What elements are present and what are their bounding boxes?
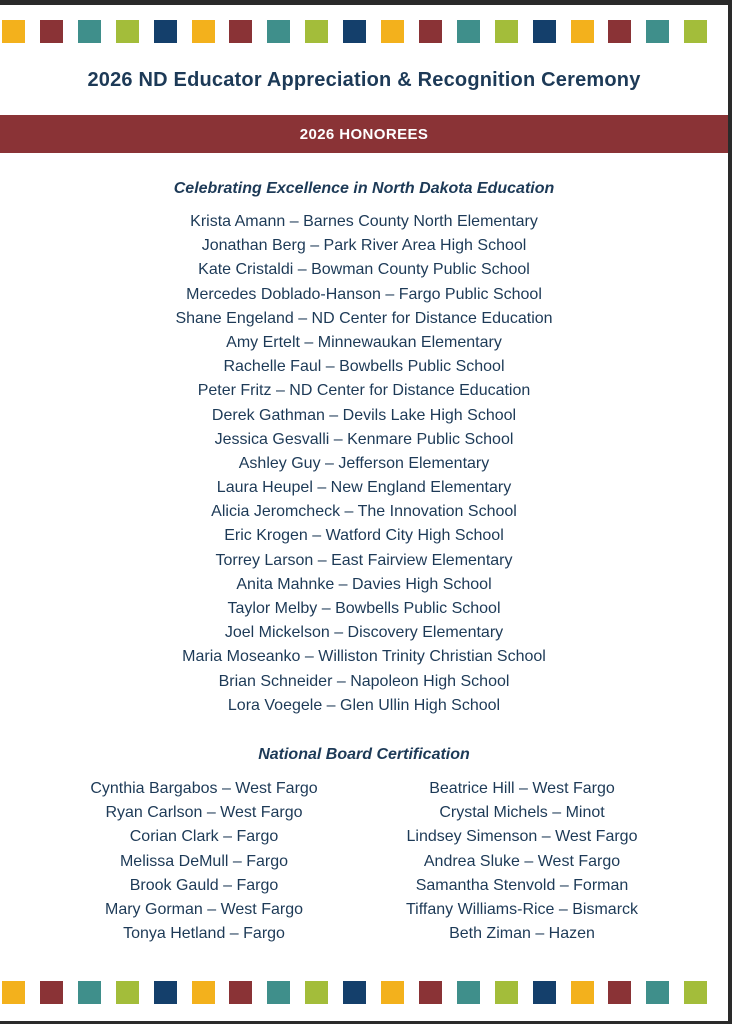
decorative-square	[419, 981, 442, 1004]
decorative-square	[381, 981, 404, 1004]
list-item: Eric Krogen – Watford City High School	[224, 527, 504, 545]
list-item: Corian Clark – Fargo	[129, 828, 279, 846]
list-item: Taylor Melby – Bowbells Public School	[227, 600, 501, 617]
decorative-square	[305, 981, 328, 1004]
list-item: Peter Fritz – ND Center for Distance Education	[197, 382, 531, 400]
list-item: Derek Gathman – Devils Lake High School	[211, 406, 517, 424]
decorative-square	[305, 20, 328, 43]
list-item: Mercedes Doblado-Hanson – Fargo Public School	[186, 285, 542, 303]
list-item: Melissa DeMull – Fargo	[119, 852, 289, 870]
decorative-square	[78, 981, 101, 1004]
page-title: 2026 ND Educator Appreciation & Recognition Ceremony	[87, 69, 641, 91]
decorative-square	[343, 20, 366, 43]
decorative-square	[495, 981, 518, 1004]
list-item: Brook Gauld – Fargo	[129, 876, 279, 894]
decorative-square	[229, 20, 252, 43]
honoree-list	[0, 210, 728, 718]
nbc-left-column	[54, 777, 354, 946]
decorative-square	[267, 981, 290, 1004]
decorative-square	[154, 20, 177, 43]
list-item: Kate Cristaldi – Bowman County Public School	[198, 261, 530, 279]
decorative-square	[40, 981, 63, 1004]
list-item: Crystal Michels – Minot	[439, 804, 605, 822]
honorees-page	[0, 5, 728, 1021]
list-item: Lindsey Simenson – West Fargo	[406, 828, 638, 846]
decorative-square	[608, 981, 631, 1004]
decorative-square	[78, 20, 101, 43]
decorative-square	[684, 981, 707, 1004]
list-item: Samantha Stenvold – Forman	[415, 876, 629, 894]
list-item: Joel Mickelson – Discovery Elementary	[224, 624, 504, 642]
list-item: Anita Mahnke – Davies High School	[236, 575, 492, 593]
list-item: Jessica Gesvalli – Kenmare Public School	[214, 430, 514, 448]
decorative-square	[267, 20, 290, 43]
decorative-square	[2, 20, 25, 43]
honorees-banner	[0, 115, 728, 153]
decorative-square	[457, 981, 480, 1004]
nbc-heading: National Board Certification	[258, 746, 470, 763]
decorative-square	[419, 20, 442, 43]
decorative-square	[192, 20, 215, 43]
decorative-square	[381, 20, 404, 43]
decorative-square	[40, 20, 63, 43]
nbc-right-column	[372, 777, 672, 946]
list-item: Ryan Carlson – West Fargo	[105, 804, 303, 822]
list-item: Jonathan Berg – Park River Area High School	[201, 237, 527, 255]
decorative-square	[608, 20, 631, 43]
decorative-square	[533, 981, 556, 1004]
list-item: Tonya Hetland – Fargo	[123, 925, 285, 943]
list-item: Amy Ertelt – Minnewaukan Elementary	[226, 333, 502, 351]
list-item: Ashley Guy – Jefferson Elementary	[238, 454, 490, 472]
decorative-square	[646, 981, 669, 1004]
decorative-square	[116, 20, 139, 43]
list-item: Brian Schneider – Napoleon High School	[218, 672, 510, 690]
decorative-square	[571, 981, 594, 1004]
list-item: Maria Moseanko – Williston Trinity Christian School	[182, 648, 546, 666]
decorative-square	[571, 20, 594, 43]
list-item: Laura Heupel – New England Elementary	[216, 479, 512, 497]
bottom-square-border	[0, 981, 728, 1005]
list-item: Tiffany Williams-Rice – Bismarck	[405, 900, 639, 918]
decorative-square	[646, 20, 669, 43]
honorees-heading: Celebrating Excellence in North Dakota Education	[173, 180, 555, 197]
decorative-square	[495, 20, 518, 43]
list-item: Beth Ziman – Hazen	[449, 925, 595, 943]
decorative-square	[116, 981, 139, 1004]
decorative-square	[154, 981, 177, 1004]
list-item: Krista Amann – Barnes County North Elementary	[190, 213, 538, 230]
list-item: Beatrice Hill – West Fargo	[429, 780, 615, 797]
list-item: Cynthia Bargabos – West Fargo	[90, 780, 318, 797]
decorative-square	[2, 981, 25, 1004]
decorative-square	[343, 981, 366, 1004]
decorative-square	[192, 981, 215, 1004]
list-item: Alicia Jeromcheck – The Innovation School	[211, 503, 517, 521]
decorative-square	[533, 20, 556, 43]
top-square-border	[0, 20, 728, 44]
list-item: Rachelle Faul – Bowbells Public School	[223, 358, 505, 376]
list-item: Andrea Sluke – West Fargo	[423, 852, 621, 870]
list-item: Shane Engeland – ND Center for Distance Education	[175, 309, 553, 327]
decorative-square	[457, 20, 480, 43]
list-item: Mary Gorman – West Fargo	[105, 900, 303, 918]
banner-label: 2026 HONOREES	[299, 125, 429, 143]
decorative-square	[684, 20, 707, 43]
list-item: Lora Voegele – Glen Ullin High School	[227, 696, 501, 714]
list-item: Torrey Larson – East Fairview Elementary	[215, 551, 513, 569]
decorative-square	[229, 981, 252, 1004]
